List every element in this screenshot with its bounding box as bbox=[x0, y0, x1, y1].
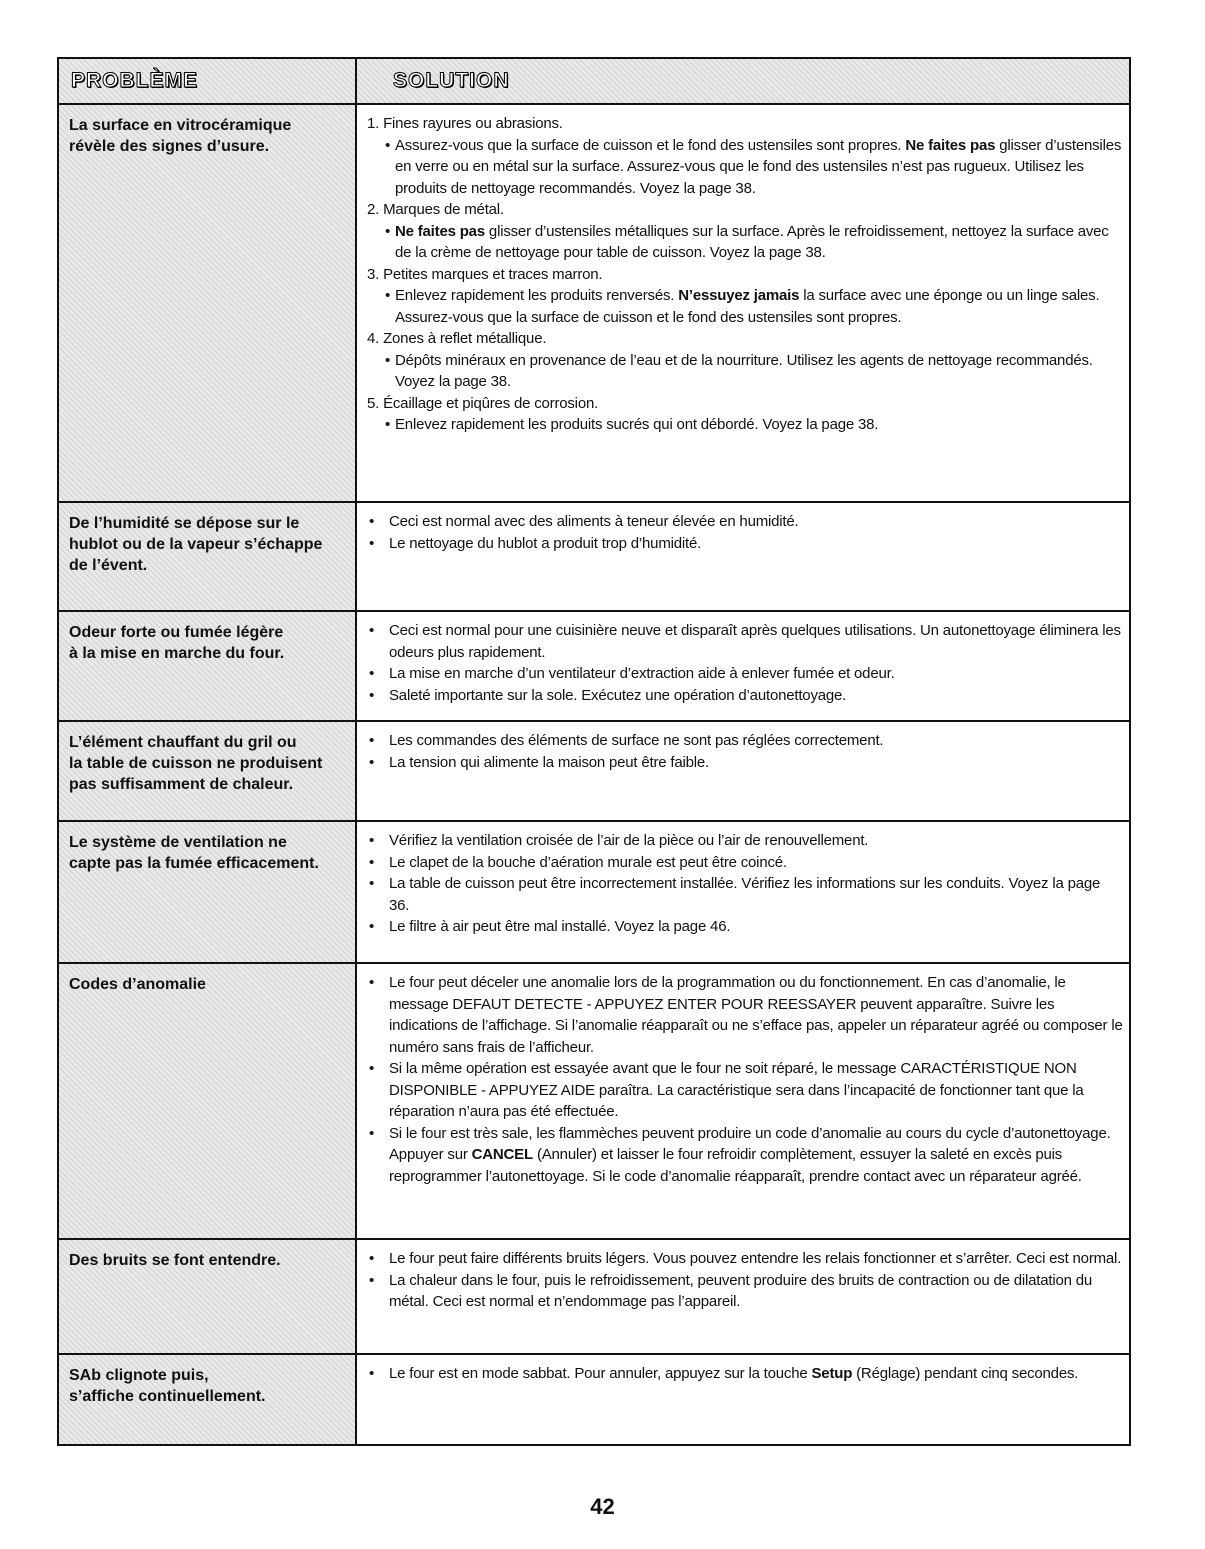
solution-cell bbox=[357, 503, 1129, 610]
header-problem: PROBLÈME bbox=[71, 69, 199, 92]
table-row bbox=[59, 501, 1129, 610]
solution-item: • Ceci est normal pour une cuisinière neuve et disparaît après quelques utilisations. Un autonettoyage éliminera les odeurs plus rapidement. bbox=[367, 620, 1123, 663]
solution-item: • Ceci est normal avec des aliments à teneur élevée en humidité. bbox=[367, 511, 1123, 533]
solution-item: • Le nettoyage du hublot a produit trop d’humidité. bbox=[367, 533, 1123, 555]
solution-item: • La mise en marche d’un ventilateur d’extraction aide à enlever fumée et odeur. bbox=[367, 663, 1123, 685]
solution-item: • Dépôts minéraux en provenance de l’eau et de la nourriture. Utilisez les agents de nettoyage recommandés. Voyez la page 38. bbox=[367, 350, 1123, 393]
solution-item: • La table de cuisson peut être incorrectement installée. Vérifiez les informations sur les conduits. Voyez la page 36. bbox=[367, 873, 1123, 916]
table-row bbox=[59, 103, 1129, 501]
table-row bbox=[59, 1353, 1129, 1444]
problem-cell: Le système de ventilation ne capte pas la fumée efficacement. bbox=[59, 822, 357, 962]
solution-cell bbox=[357, 964, 1129, 1238]
solution-cell bbox=[357, 1240, 1129, 1353]
solution-item: 2. Marques de métal. bbox=[367, 201, 504, 218]
solution-item: • Les commandes des éléments de surface ne sont pas réglées correctement. bbox=[367, 730, 1123, 752]
solution-item: • Vérifiez la ventilation croisée de l’air de la pièce ou l’air de renouvellement. bbox=[367, 830, 1123, 852]
page-number: 42 bbox=[590, 1494, 615, 1519]
troubleshooting-table bbox=[57, 57, 1131, 1446]
table-header bbox=[59, 59, 1129, 103]
solution-item: • Le clapet de la bouche d’aération murale est peut être coincé. bbox=[367, 852, 1123, 874]
table-row bbox=[59, 610, 1129, 720]
solution-cell bbox=[357, 822, 1129, 962]
solution-item: 4. Zones à reflet métallique. bbox=[367, 330, 547, 347]
solution-item: • Enlevez rapidement les produits renversés. N’essuyez jamais la surface avec une éponge ou un linge sales. Assurez-vous que la surface de cuisson et le fond des ustensiles sont propres. bbox=[367, 285, 1123, 328]
header-solution-cell bbox=[357, 59, 1129, 103]
table-row bbox=[59, 1238, 1129, 1353]
problem-cell: De l’humidité se dépose sur le hublot ou de la vapeur s’échappe de l’évent. bbox=[59, 503, 357, 610]
table-row bbox=[59, 820, 1129, 962]
solution-item: • La chaleur dans le four, puis le refroidissement, peuvent produire des bruits de contraction ou de dilatation du métal. Ceci est normal et n’endommage pas l’appareil. bbox=[367, 1270, 1123, 1313]
solution-item: • Enlevez rapidement les produits sucrés qui ont débordé. Voyez la page 38. bbox=[367, 414, 1123, 436]
solution-item: • Si la même opération est essayée avant que le four ne soit réparé, le message CARACTÉRISTIQUE NON DISPONIBLE - APPUYEZ AIDE paraîtra. La caractéristique sera dans l’incapacité de fonctionner tant que la réparation n’aura pas été effectuée. bbox=[367, 1058, 1123, 1123]
solution-item: 5. Écaillage et piqûres de corrosion. bbox=[367, 394, 599, 412]
header-solution: SOLUTION bbox=[393, 69, 510, 92]
solution-item: • Saleté importante sur la sole. Exécutez une opération d’autonettoyage. bbox=[367, 685, 1123, 707]
problem-cell: La surface en vitrocéramique révèle des signes d’usure. bbox=[59, 105, 357, 501]
solution-item: • La tension qui alimente la maison peut être faible. bbox=[367, 752, 1123, 774]
solution-item: • Si le four est très sale, les flammèches peuvent produire un code d’anomalie au cours du cycle d’autonettoyage. Appuyer sur CANCEL (Annuler) et laisser le four refroidir complètement, essuyer la saleté en excès puis reprogrammer l’autonettoyage. Si le code d’anomalie réapparaît, prendre contact avec un réparateur agréé. bbox=[367, 1123, 1123, 1188]
solution-item: • Assurez-vous que la surface de cuisson et le fond des ustensiles sont propres. Ne faites pas glisser d’ustensiles en verre ou en métal sur la surface. Assurez-vous que le fond des ustensiles n’est pas rugueux. Utilisez les produits de nettoyage recommandés. Voyez la page 38. bbox=[367, 135, 1123, 200]
solution-item: 1. Fines rayures ou abrasions. bbox=[367, 115, 563, 132]
problem-cell: Des bruits se font entendre. bbox=[59, 1240, 357, 1353]
solution-item: 3. Petites marques et traces marron. bbox=[367, 265, 603, 283]
solution-item: • Le four peut faire différents bruits légers. Vous pouvez entendre les relais fonctionner et s’arrêter. Ceci est normal. bbox=[367, 1248, 1123, 1270]
solution-item: • Le four peut déceler une anomalie lors de la programmation ou du fonctionnement. En cas d’anomalie, le message DEFAUT DETECTE - APPUYEZ ENTER POUR REESSAYER peuvent apparaître. Suivre les indications de l’affichage. Si l’anomalie réapparaît ou ne s’efface pas, appeler un réparateur agréé ou composer le numéro sans frais de l’afficheur. bbox=[367, 972, 1123, 1058]
solution-item: • Le filtre à air peut être mal installé. Voyez la page 46. bbox=[367, 916, 1123, 938]
solution-cell bbox=[357, 612, 1129, 720]
table-row bbox=[59, 720, 1129, 820]
solution-item: • Ne faites pas glisser d’ustensiles métalliques sur la surface. Après le refroidissement, nettoyez la surface avec de la crème de nettoyage pour table de cuisson. Voyez la page 38. bbox=[367, 221, 1123, 264]
solution-cell bbox=[357, 105, 1129, 501]
header-problem-cell bbox=[59, 59, 357, 103]
problem-cell: SAb clignote puis, s’affiche continuellement. bbox=[59, 1355, 357, 1444]
solution-cell bbox=[357, 722, 1129, 820]
problem-cell: L’élément chauffant du gril ou la table de cuisson ne produisent pas suffisamment de chaleur. bbox=[59, 722, 357, 820]
table-row bbox=[59, 962, 1129, 1238]
problem-cell: Codes d’anomalie bbox=[59, 964, 357, 1238]
problem-cell: Odeur forte ou fumée légère à la mise en marche du four. bbox=[59, 612, 357, 720]
solution-item: • Le four est en mode sabbat. Pour annuler, appuyez sur la touche Setup (Réglage) pendant cinq secondes. bbox=[367, 1363, 1123, 1385]
solution-cell bbox=[357, 1355, 1129, 1444]
